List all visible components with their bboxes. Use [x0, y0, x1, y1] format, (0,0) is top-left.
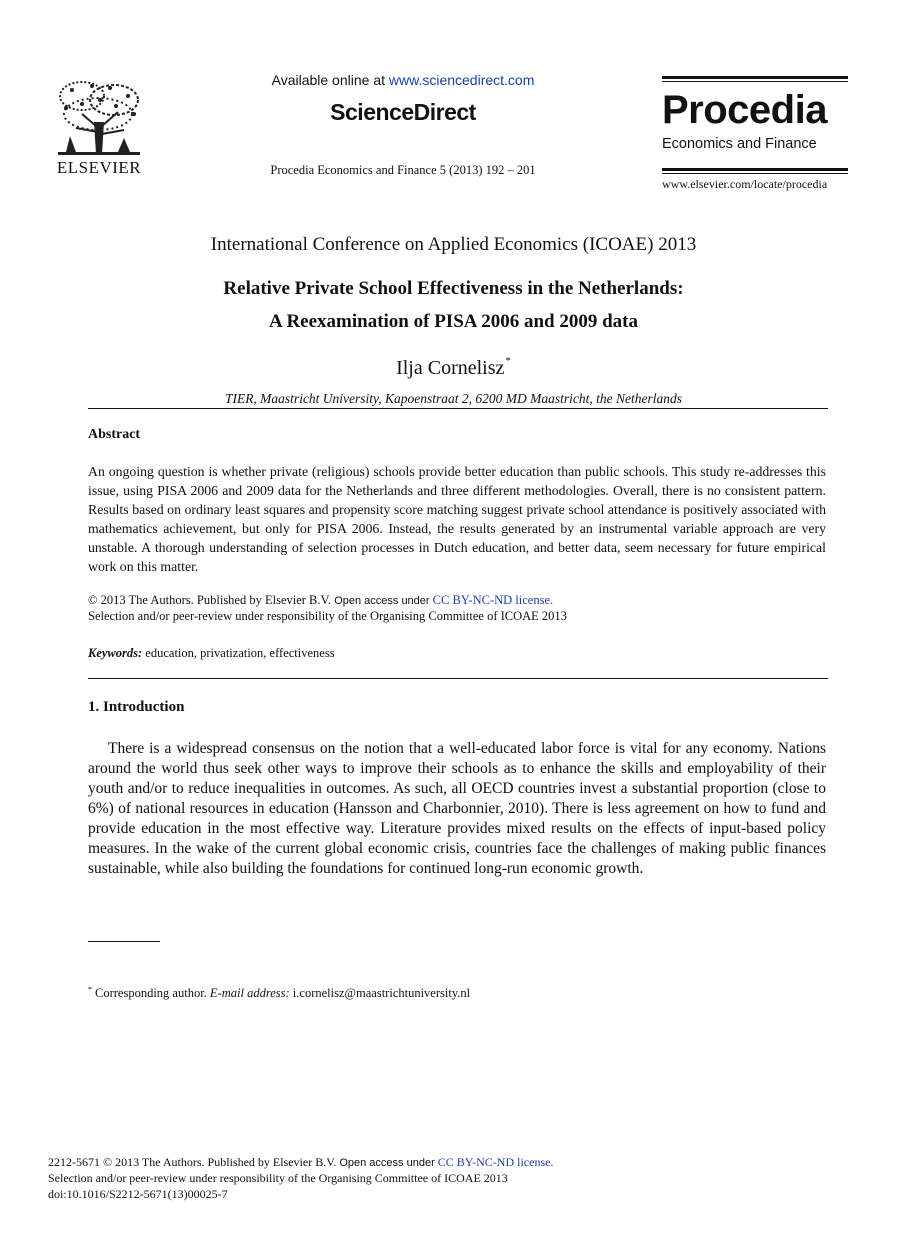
procedia-logo [662, 76, 848, 194]
footer-license-link[interactable]: CC BY-NC-ND license. [437, 1155, 554, 1169]
paper-title-line2: A Reexamination of PISA 2006 and 2009 data [269, 311, 638, 332]
corresponding-author-footnote: * Corresponding author. E-mail address: i.cornelisz@maastrichtuniversity.nl [88, 985, 471, 1000]
abstract-heading: Abstract [88, 427, 141, 442]
footer-issn-line: 2212-5671 © 2013 The Authors. Published by Elsevier B.V. Open access under CC BY-NC-ND license. [48, 1155, 554, 1169]
license-link[interactable]: CC BY-NC-ND license. [432, 593, 554, 607]
footnote-rule [88, 941, 160, 942]
author: Ilja Cornelisz* [396, 355, 511, 379]
affiliation: TIER, Maastricht University, Kapoenstraat 2, 6200 MD Maastricht, the Netherlands [224, 391, 683, 406]
copyright-notice: © 2013 The Authors. Published by Elsevier B.V. Open access under CC BY-NC-ND license. [88, 593, 554, 607]
abstract-text: An ongoing question is whether private (religious) schools provide better education than public schools. This study re-addresses this issue, using PISA 2006 and 2009 data for the Netherlands and three different methodologies. Overall, there is no consistent pattern. Results based on ordinary least squares and propensity score matching suggest private school attendance is positively associated with mathematics achievement, but only for PISA 2006. Instead, the results generated by an instrumental variable approach are very unstable. A thorough understanding of selection processes in Dutch education, and better data, seem necessary for future empirical work on this matter. [88, 464, 826, 574]
abstract-divider [88, 678, 828, 679]
available-online: Available online at www.sciencedirect.com [271, 72, 535, 88]
keywords: Keywords: education, privatization, effectiveness [88, 646, 335, 660]
section-heading-introduction: 1. Introduction [88, 699, 185, 715]
publisher-name: ELSEVIER [56, 158, 142, 177]
footer-doi[interactable]: doi:10.1016/S2212-5671(13)00025-7 [48, 1187, 228, 1201]
author-email[interactable]: i.cornelisz@maastrichtuniversity.nl [289, 986, 471, 1000]
sciencedirect-brand: ScienceDirect [330, 99, 476, 125]
header-divider [88, 408, 828, 409]
conference-name: International Conference on Applied Economics (ICOAE) 2013 [210, 234, 697, 255]
peer-review-notice: Selection and/or peer-review under responsibility of the Organising Committee of ICOAE 2013 [88, 609, 567, 623]
procedia-title: Procedia [662, 88, 827, 132]
sciencedirect-link[interactable]: www.sciencedirect.com [388, 72, 535, 88]
procedia-url[interactable]: www.elsevier.com/locate/procedia [662, 177, 828, 191]
procedia-bottom-rule [662, 168, 848, 171]
journal-reference: Procedia Economics and Finance 5 (2013) 192 – 201 [270, 163, 536, 177]
author-footnote-mark: * [505, 355, 511, 367]
footer-peer-review-line: Selection and/or peer-review under responsibility of the Organising Committee of ICOAE 2013 [48, 1171, 508, 1185]
paper-title-line1: Relative Private School Effectiveness in the Netherlands: [223, 278, 684, 299]
procedia-bottom-rule-thin [662, 173, 848, 174]
procedia-top-rule-thin [662, 81, 848, 82]
procedia-top-rule [662, 76, 848, 79]
procedia-subtitle: Economics and Finance [662, 136, 817, 152]
introduction-paragraph: There is a widespread consensus on the notion that a well-educated labor force is vital for any economy. Nations around the world thus seek other ways to improve their schools as to enhance the skills and employability of their youth and/or to reduce inequalities in outcomes. As such, all OECD countries invest a substantial proportion (close to 6%) of national resources in education (Hansson and Charbonnier, 2010). There is less agreement on how to fund and provide education in the most effective way. Literature provides mixed results on the effects of input-based policy measures. In the wake of the current global economic crisis, countries face the challenges of making public finances sustainable, while also building the foundations for continued long-run economic growth. [88, 740, 826, 877]
